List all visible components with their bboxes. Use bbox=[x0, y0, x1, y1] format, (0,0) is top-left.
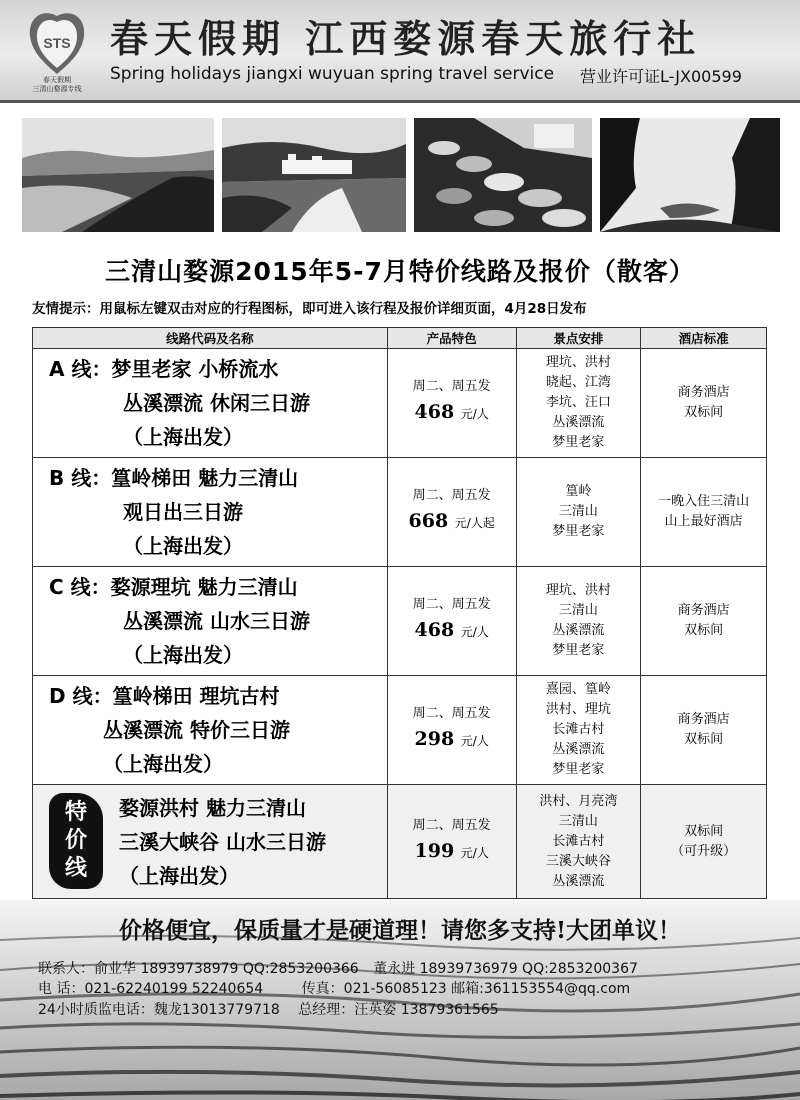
route-price bbox=[388, 615, 516, 647]
route-departure: （上海出发） bbox=[123, 534, 243, 558]
agency-name-cn: 春天假期 江西婺源春天旅行社 bbox=[110, 16, 702, 61]
price-value: 468 bbox=[414, 619, 455, 641]
price-unit: 元/人 bbox=[460, 845, 489, 860]
logo-subtitle-line: 春天假期 bbox=[43, 76, 71, 84]
route-row-d[interactable] bbox=[33, 676, 767, 785]
header-banner bbox=[0, 0, 800, 103]
village-lake-photo bbox=[222, 118, 406, 232]
departure-days: 周二、周五发 bbox=[412, 488, 491, 503]
price-unit: 元/人 bbox=[460, 734, 489, 748]
route-price bbox=[388, 836, 516, 868]
page-title: 三清山婺源2015年5-7月特价线路及报价（散客） bbox=[105, 257, 695, 286]
route-row-a[interactable] bbox=[33, 349, 767, 458]
route-departure: （上海出发） bbox=[123, 425, 243, 449]
route-row-b[interactable] bbox=[33, 458, 767, 567]
route-row-c[interactable] bbox=[33, 567, 767, 676]
route-features bbox=[387, 676, 516, 785]
spot-item: 李坑、汪口 bbox=[545, 395, 611, 410]
badge-char: 价 bbox=[64, 828, 87, 853]
route-departure: （上海出发） bbox=[123, 643, 243, 667]
river-landscape-photo bbox=[22, 118, 214, 232]
route-subtitle: 丛溪漂流 特价三日游 bbox=[103, 718, 290, 742]
spot-item: 梦里老家 bbox=[552, 435, 605, 450]
price-unit: 元/人 bbox=[460, 407, 489, 421]
hotel-line: 双标间 bbox=[684, 623, 724, 638]
price-value: 668 bbox=[408, 510, 449, 532]
route-price bbox=[388, 397, 516, 429]
contact-line bbox=[38, 978, 630, 998]
route-hotel bbox=[641, 567, 767, 676]
spot-item: 长滩古村 bbox=[552, 722, 605, 737]
hotel-line: 商务酒店 bbox=[677, 385, 730, 400]
price-value: 468 bbox=[414, 401, 455, 423]
route-name-cell[interactable] bbox=[33, 676, 388, 785]
spot-item: 丛溪漂流 bbox=[552, 623, 605, 638]
header-route-name: 线路代码及名称 bbox=[33, 328, 388, 349]
spot-item: 丛溪漂流 bbox=[552, 873, 605, 889]
route-title[interactable]: D 线：篁岭梯田 理坑古村 bbox=[49, 684, 280, 708]
route-features bbox=[387, 785, 516, 899]
friendly-tip: 友情提示：用鼠标左键双击对应的行程图标，即可进入该行程及报价详细页面，4月28日发布 bbox=[32, 301, 587, 317]
logo-text: STS bbox=[43, 35, 71, 51]
spot-item: 长滩古村 bbox=[552, 833, 605, 849]
contact-phone: 电 话：021-62240199 52240654 bbox=[38, 981, 264, 997]
logo-subtitle-line: 三清山婺源专线 bbox=[32, 85, 82, 93]
departure-days: 周二、周五发 bbox=[412, 817, 491, 833]
price-value: 298 bbox=[414, 728, 455, 750]
route-title[interactable]: 婺源洪村 魅力三清山 bbox=[119, 795, 306, 820]
spot-item: 熹园、篁岭 bbox=[545, 682, 611, 697]
departure-days: 周二、周五发 bbox=[412, 706, 491, 721]
spot-item: 三清山 bbox=[558, 504, 598, 519]
route-hotel bbox=[641, 785, 767, 899]
price-value: 199 bbox=[414, 839, 455, 862]
contact-line bbox=[38, 999, 499, 1019]
route-hotel bbox=[641, 676, 767, 785]
route-subtitle: 丛溪漂流 山水三日游 bbox=[123, 609, 310, 633]
route-spots bbox=[516, 458, 641, 567]
misty-mountain-photo bbox=[600, 118, 780, 232]
spot-item: 梦里老家 bbox=[552, 762, 605, 777]
spot-item: 三清山 bbox=[558, 603, 598, 618]
route-spots bbox=[516, 567, 641, 676]
hotel-line: （可升级） bbox=[671, 843, 737, 859]
contact-person-1: 联系人：俞业华 18939738979 QQ:2853200366 bbox=[38, 961, 359, 977]
drying-crops-rooftops-photo bbox=[414, 118, 592, 232]
contact-person-2: 董永进 18939736979 QQ:2853200367 bbox=[373, 961, 638, 977]
route-name-cell[interactable] bbox=[33, 567, 388, 676]
license-number: 营业许可证L-JX00599 bbox=[580, 67, 742, 86]
route-row-special[interactable] bbox=[33, 785, 767, 899]
route-name-cell[interactable] bbox=[33, 785, 388, 899]
route-subtitle: 观日出三日游 bbox=[123, 500, 243, 524]
spot-item: 篁岭 bbox=[565, 484, 592, 499]
route-name-cell[interactable] bbox=[33, 349, 388, 458]
hotel-line: 商务酒店 bbox=[677, 712, 730, 727]
route-subtitle: 三溪大峡谷 山水三日游 bbox=[119, 829, 326, 854]
hotel-line: 一晚入住三清山 bbox=[658, 494, 750, 509]
hotel-line: 商务酒店 bbox=[677, 603, 730, 618]
sts-logo-icon bbox=[22, 8, 92, 78]
route-features bbox=[387, 349, 516, 458]
spot-item: 理坑、洪村 bbox=[545, 355, 611, 370]
general-manager: 总经理：汪英姿 13879361565 bbox=[298, 1002, 499, 1018]
route-hotel bbox=[641, 349, 767, 458]
spot-item: 晓起、江湾 bbox=[545, 375, 611, 390]
hotel-line: 双标间 bbox=[684, 405, 724, 420]
route-subtitle: 丛溪漂流 休闲三日游 bbox=[123, 391, 310, 415]
badge-char: 线 bbox=[64, 856, 87, 881]
spot-item: 洪村、月亮湾 bbox=[539, 793, 618, 809]
spot-item: 洪村、理坑 bbox=[545, 702, 611, 717]
spot-item: 丛溪漂流 bbox=[552, 415, 605, 430]
header-spots: 景点安排 bbox=[516, 328, 641, 349]
promo-slogan: 价格便宜，保质量才是硬道理！请您多支持!大团单议！ bbox=[118, 917, 682, 944]
route-name-cell[interactable] bbox=[33, 458, 388, 567]
route-spots bbox=[516, 785, 641, 899]
hotel-line: 双标间 bbox=[684, 732, 724, 747]
departure-days: 周二、周五发 bbox=[412, 597, 491, 612]
scenery-photo-strip bbox=[22, 118, 780, 232]
hotel-line: 山上最好酒店 bbox=[664, 514, 743, 529]
spot-item: 梦里老家 bbox=[552, 524, 605, 539]
route-title[interactable]: C 线：婺源理坑 魅力三清山 bbox=[49, 575, 298, 599]
route-features bbox=[387, 567, 516, 676]
spot-item: 丛溪漂流 bbox=[552, 742, 605, 757]
badge-char: 特 bbox=[64, 800, 87, 825]
route-price bbox=[388, 724, 516, 756]
route-price bbox=[388, 506, 516, 538]
price-unit: 元/人 bbox=[460, 625, 489, 639]
route-price-table bbox=[32, 327, 767, 899]
spot-item: 三溪大峡谷 bbox=[545, 853, 611, 869]
route-spots bbox=[516, 676, 641, 785]
logo-subtitle bbox=[14, 76, 100, 94]
route-title[interactable]: B 线：篁岭梯田 魅力三清山 bbox=[49, 466, 299, 490]
route-spots bbox=[516, 349, 641, 458]
quality-hotline: 24小时质监电话：魏龙13013779718 bbox=[38, 1002, 280, 1018]
spot-item: 三清山 bbox=[558, 813, 598, 829]
spot-item: 理坑、洪村 bbox=[545, 583, 611, 598]
route-features bbox=[387, 458, 516, 567]
table-header-row bbox=[33, 328, 767, 349]
route-departure: （上海出发） bbox=[103, 752, 223, 776]
header-features: 产品特色 bbox=[387, 328, 516, 349]
hotel-line: 双标间 bbox=[684, 823, 724, 839]
departure-days: 周二、周五发 bbox=[412, 379, 491, 394]
contact-line bbox=[38, 958, 638, 978]
route-title[interactable]: A 线：梦里老家 小桥流水 bbox=[49, 357, 279, 381]
route-hotel bbox=[641, 458, 767, 567]
contact-fax-email: 传真：021-56085123 邮箱:361153554@qq.com bbox=[301, 981, 631, 997]
spot-item: 梦里老家 bbox=[552, 643, 605, 658]
price-unit: 元/人起 bbox=[454, 516, 495, 530]
special-offer-badge bbox=[49, 793, 103, 889]
agency-name-en: Spring holidays jiangxi wuyuan spring travel service bbox=[110, 64, 555, 84]
route-departure: （上海出发） bbox=[119, 863, 239, 888]
header-hotel: 酒店标准 bbox=[641, 328, 767, 349]
